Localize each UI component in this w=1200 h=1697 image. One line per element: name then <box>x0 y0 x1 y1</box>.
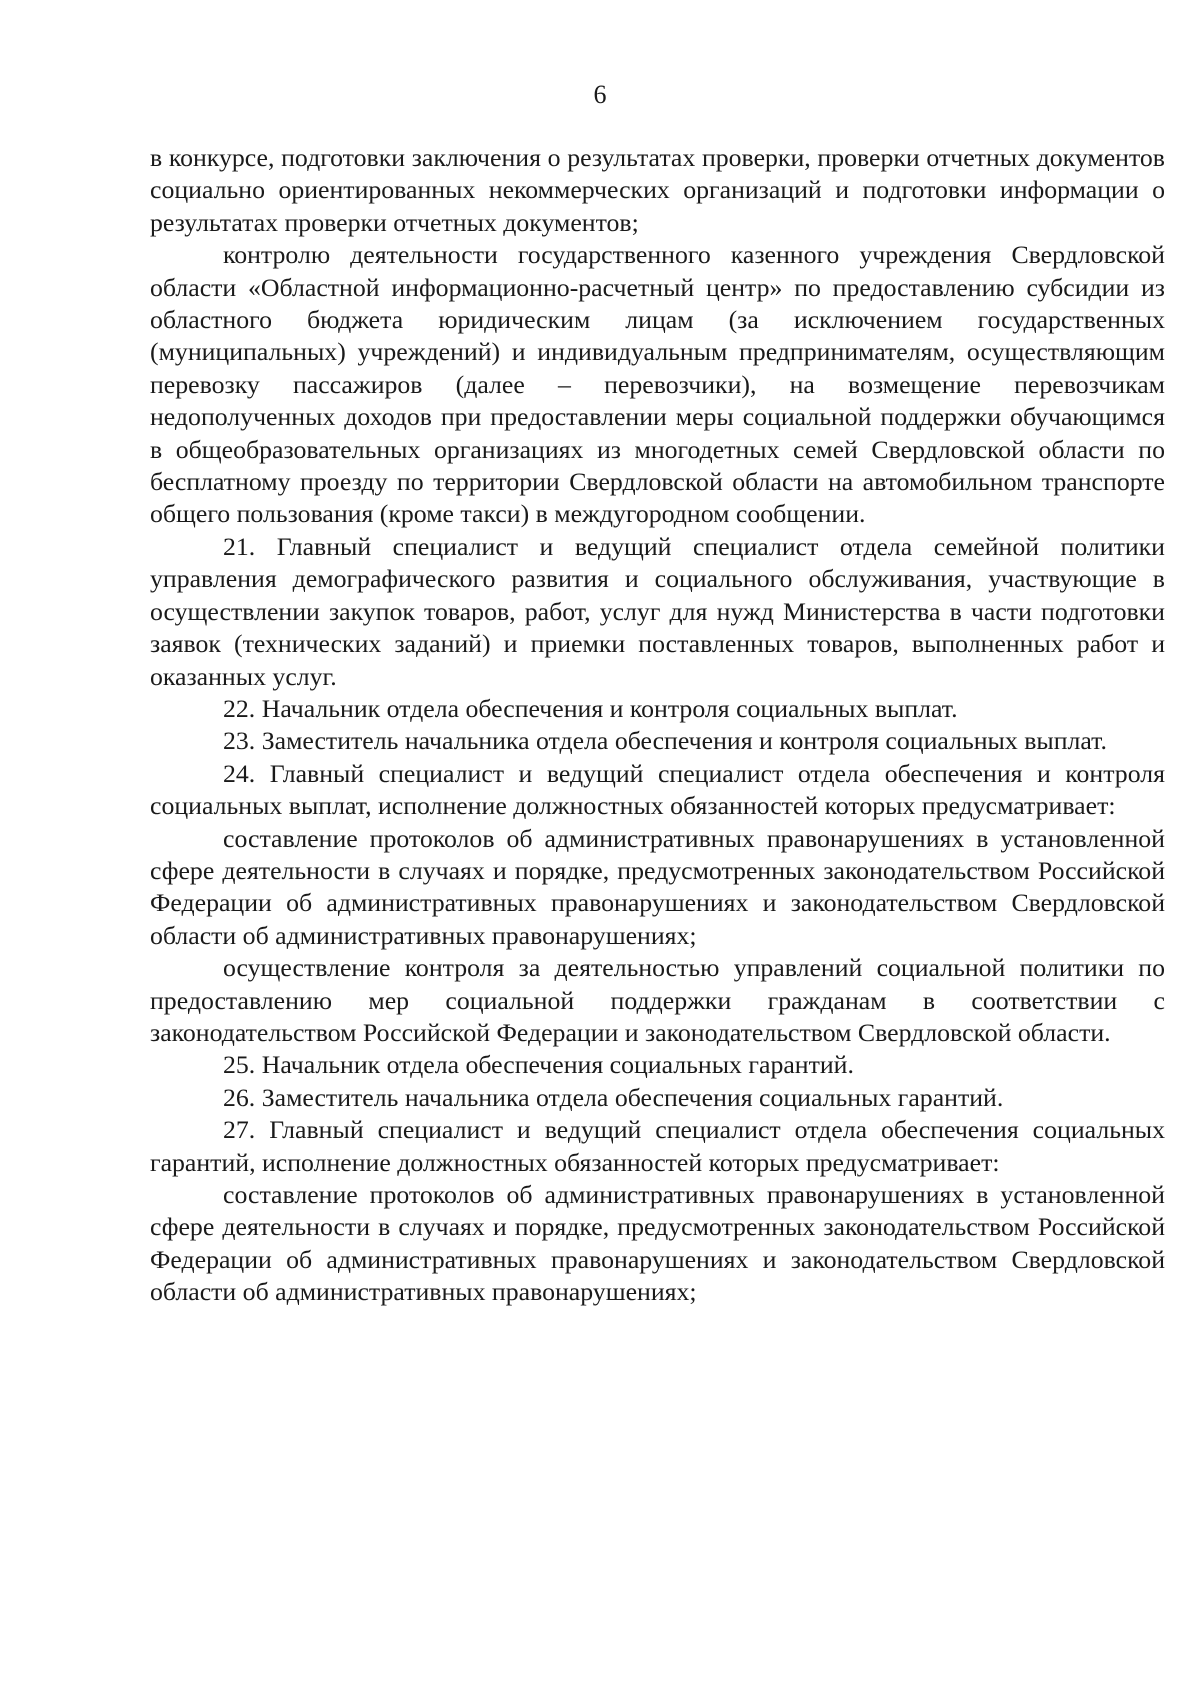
paragraph-continuation: в конкурсе, подготовки заключения о результатах проверки, проверки отчетных документов социально ориентированных некоммерческих организаций и подготовки информации о результатах проверки отчетных документов; <box>150 143 1165 237</box>
paragraph-item-26: 26. Заместитель начальника отдела обеспечения социальных гарантий. <box>223 1082 1004 1112</box>
paragraph-item-21: 21. Главный специалист и ведущий специалист отдела семейной политики управления демографического развития и социального обслуживания, участвующие в осуществлении закупок товаров, работ, услуг для нужд Министерства в части подготовки заявок (технических заданий) и приемки поставленных товаров, выполненных работ и оказанных услуг. <box>150 531 1165 691</box>
paragraph-item-25: 25. Начальник отдела обеспечения социальных гарантий. <box>223 1050 854 1080</box>
document-body <box>150 142 1165 1309</box>
paragraph-item-27-protocols: составление протоколов об административных правонарушениях в установленной сфере деятельности в случаях и порядке, предусмотренных законодательством Российской Федерации об административных правонарушениях и законодательством Свердловской области об административных правонарушениях; <box>150 1180 1165 1307</box>
paragraph-item-27: 27. Главный специалист и ведущий специалист отдела обеспечения социальных гарантий, исполнение должностных обязанностей которых предусматривает: <box>150 1115 1165 1177</box>
paragraph-item-24-protocols: составление протоколов об административных правонарушениях в установленной сфере деятельности в случаях и порядке, предусмотренных законодательством Российской Федерации об административных правонарушениях и законодательством Свердловской области об административных правонарушениях; <box>150 823 1165 950</box>
paragraph-item-24: 24. Главный специалист и ведущий специалист отдела обеспечения и контроля социальных выплат, исполнение должностных обязанностей которых предусматривает: <box>150 758 1165 821</box>
paragraph-control-activity: контролю деятельности государственного казенного учреждения Свердловской области «Областной информационно-расчетный центр» по предоставлению субсидии из областного бюджета юридическим лицам (за исключением государственных (муниципальных) учреждений) и индивидуальным предпринимателям, осуществляющим перевозку пассажиров (далее – перевозчики), на возмещение перевозчикам недополученных доходов при предоставлении меры социальной поддержки обучающимся в общеобразовательных организациях из многодетных семей Свердловской области по бесплатному проезду по территории Свердловской области на автомобильном транспорте общего пользования (кроме такси) в междугородном сообщении. <box>150 240 1165 529</box>
paragraph-item-23: 23. Заместитель начальника отдела обеспечения и контроля социальных выплат. <box>223 726 1107 756</box>
paragraph-item-24-control: осуществление контроля за деятельностью управлений социальной политики по предоставлению мер социальной поддержки гражданам в соответствии с законодательством Российской Федерации и законодательством Свердловской области. <box>150 953 1165 1047</box>
paragraph-item-22: 22. Начальник отдела обеспечения и контроля социальных выплат. <box>223 693 958 723</box>
page-number: 6 <box>593 80 607 109</box>
